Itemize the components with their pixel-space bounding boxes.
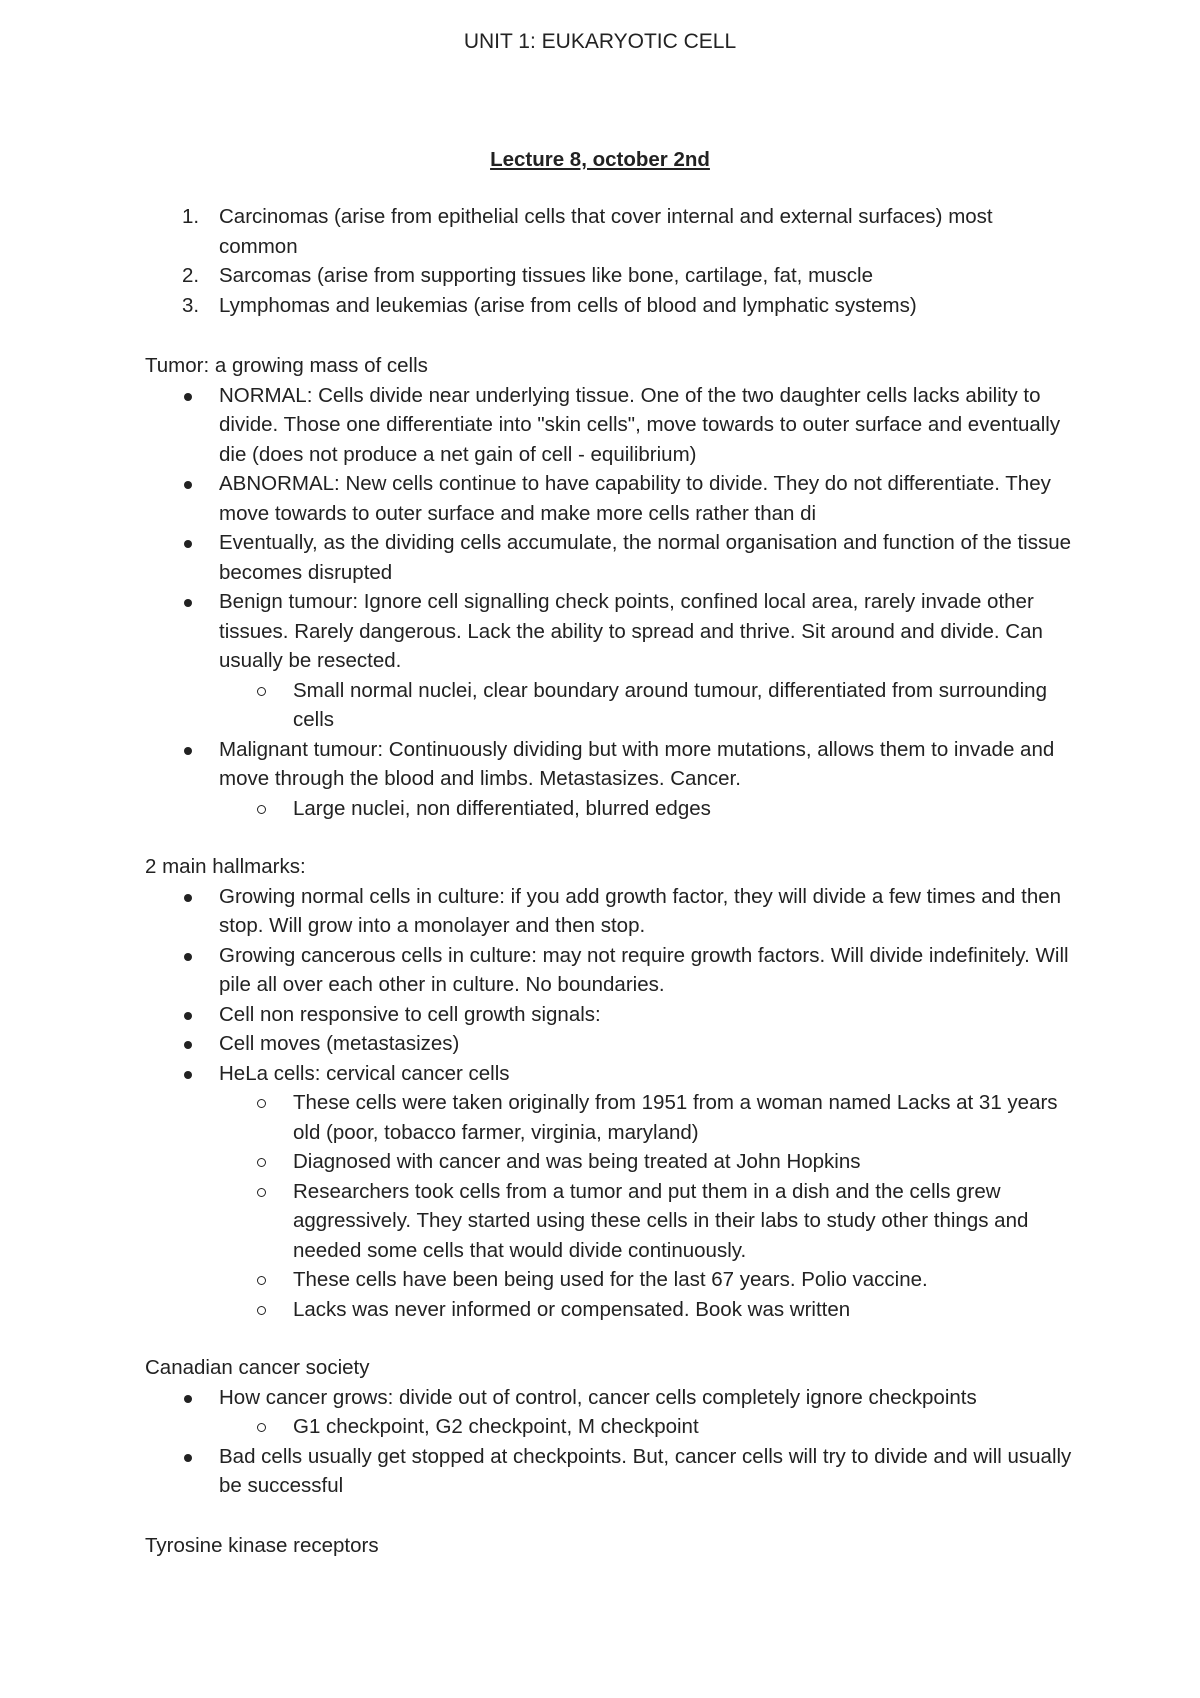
- list-item: [145, 1000, 1075, 1030]
- sub-list-item-text: G1 checkpoint, G2 checkpoint, M checkpoint: [293, 1415, 699, 1438]
- bullet-icon: [184, 1454, 192, 1462]
- bullet-icon: [184, 1012, 192, 1020]
- sub-list-item: [219, 1177, 1075, 1266]
- list-number: 3.: [182, 293, 200, 317]
- list-item: [145, 735, 1075, 824]
- sub-list-item-text: These cells have been being used for the last 67 years. Polio vaccine.: [293, 1268, 928, 1291]
- sub-list-item-text: Researchers took cells from a tumor and put them in a dish and the cells grew aggressively. They started using these cells in their labs to study other things and needed some cells that would divide continuously.: [293, 1179, 1029, 1262]
- tumor-list: [145, 381, 1075, 824]
- sub-list-item: [219, 794, 1075, 824]
- sub-list-item-text: Small normal nuclei, clear boundary around tumour, differentiated from surrounding cells: [293, 678, 1047, 731]
- list-item-text: NORMAL: Cells divide near underlying tissue. One of the two daughter cells lacks ability to divide. Those one differentiate into "skin cells", move towards to outer surface and eventually die (does not produce a net gain of cell - equilibrium): [219, 383, 1061, 466]
- list-item: [145, 261, 1075, 291]
- circle-bullet-icon: [257, 1188, 266, 1197]
- tumor-section: [145, 351, 1075, 823]
- sub-list: [219, 676, 1075, 735]
- sub-list-item: [219, 1088, 1075, 1147]
- circle-bullet-icon: [257, 1423, 266, 1432]
- receptors-section: [145, 1531, 1075, 1561]
- list-item: [145, 941, 1075, 1000]
- list-item: [145, 381, 1075, 470]
- sub-list: [219, 1412, 1075, 1442]
- list-item-text: Lymphomas and leukemias (arise from cells of blood and lymphatic systems): [219, 293, 917, 317]
- list-item: [145, 202, 1075, 261]
- bullet-icon: [184, 894, 192, 902]
- list-item: [145, 587, 1075, 735]
- hallmarks-section: [145, 852, 1075, 1324]
- bullet-icon: [184, 393, 192, 401]
- circle-bullet-icon: [257, 1276, 266, 1285]
- bullet-icon: [184, 540, 192, 548]
- sub-list-item: [219, 676, 1075, 735]
- sub-list-item: [219, 1265, 1075, 1295]
- list-item-text: Cell non responsive to cell growth signals:: [219, 1002, 601, 1026]
- list-item-text: Malignant tumour: Continuously dividing but with more mutations, allows them to invade and move through the blood and limbs. Metastasizes. Cancer.: [219, 737, 1055, 790]
- circle-bullet-icon: [257, 1158, 266, 1167]
- section-heading: 2 main hallmarks:: [145, 855, 306, 878]
- society-section: [145, 1353, 1075, 1501]
- list-item-text: HeLa cells: cervical cancer cells: [219, 1061, 510, 1085]
- sub-list-item: [219, 1295, 1075, 1325]
- list-number: 2.: [182, 264, 200, 287]
- list-item: [145, 1383, 1075, 1442]
- list-item-text: Growing normal cells in culture: if you add growth factor, they will divide a few times and then stop. Will grow into a monolayer and then stop.: [219, 884, 1062, 937]
- section-heading: Tumor: a growing mass of cells: [145, 354, 428, 377]
- list-item-text: Cell moves (metastasizes): [219, 1032, 460, 1055]
- circle-bullet-icon: [257, 1099, 266, 1108]
- unit-title: UNIT 1: EUKARYOTIC CELL: [463, 30, 737, 53]
- list-item: [145, 1059, 1075, 1325]
- bullet-icon: [184, 1395, 192, 1403]
- list-item: [145, 291, 1075, 321]
- bullet-icon: [184, 1041, 192, 1049]
- list-item: [145, 469, 1075, 528]
- circle-bullet-icon: [257, 1306, 266, 1315]
- sub-list-item-text: Lacks was never informed or compensated. Book was written: [293, 1297, 851, 1321]
- list-item-text: Sarcomas (arise from supporting tissues like bone, cartilage, fat, muscle: [219, 264, 873, 287]
- bullet-icon: [184, 1071, 192, 1079]
- sub-list-item: [219, 1412, 1075, 1442]
- list-item: [145, 1029, 1075, 1059]
- sub-list-item-text: Large nuclei, non differentiated, blurred edges: [293, 796, 711, 820]
- hallmarks-list: [145, 882, 1075, 1325]
- sub-list-item-text: These cells were taken originally from 1951 from a woman named Lacks at 31 years old (poor, tobacco farmer, virginia, maryland): [293, 1091, 1058, 1144]
- sub-list: [219, 1088, 1075, 1324]
- list-item-text: Benign tumour: Ignore cell signalling check points, confined local area, rarely invade other tissues. Rarely dangerous. Lack the ability to spread and thrive. Sit around and divide. Can usually be resected.: [219, 590, 1043, 672]
- bullet-icon: [184, 953, 192, 961]
- society-list: [145, 1383, 1075, 1501]
- bullet-icon: [184, 747, 192, 755]
- list-item-text: ABNORMAL: New cells continue to have capability to divide. They do not differentiate. They move towards to outer surface and make more cells rather than di: [219, 472, 1051, 525]
- sub-list-item-text: Diagnosed with cancer and was being treated at John Hopkins: [293, 1150, 861, 1173]
- list-item-text: Carcinomas (arise from epithelial cells that cover internal and external surfaces) most common: [219, 205, 993, 258]
- lecture-title: Lecture 8, october 2nd: [490, 148, 710, 171]
- circle-bullet-icon: [257, 805, 266, 814]
- list-item-text: Growing cancerous cells in culture: may not require growth factors. Will divide indefinitely. Will pile all over each other in culture. No boundaries.: [219, 943, 1069, 996]
- sub-list: [219, 794, 1075, 824]
- list-item-text: Bad cells usually get stopped at checkpoints. But, cancer cells will try to divide and will usually be successful: [219, 1444, 1072, 1497]
- list-item-text: How cancer grows: divide out of control, cancer cells completely ignore checkpoints: [219, 1385, 977, 1409]
- cancer-types-list: [145, 202, 1075, 320]
- list-item: [145, 1442, 1075, 1501]
- list-item: [145, 528, 1075, 587]
- list-number: 1.: [182, 205, 200, 228]
- list-item: [145, 882, 1075, 941]
- cancer-types-section: [145, 202, 1075, 320]
- bullet-icon: [184, 599, 192, 607]
- section-heading: Tyrosine kinase receptors: [145, 1534, 379, 1557]
- bullet-icon: [184, 481, 192, 489]
- circle-bullet-icon: [257, 687, 266, 696]
- section-heading: Canadian cancer society: [145, 1356, 370, 1379]
- sub-list-item: [219, 1147, 1075, 1177]
- list-item-text: Eventually, as the dividing cells accumulate, the normal organisation and function of the tissue becomes disrupted: [219, 531, 1072, 584]
